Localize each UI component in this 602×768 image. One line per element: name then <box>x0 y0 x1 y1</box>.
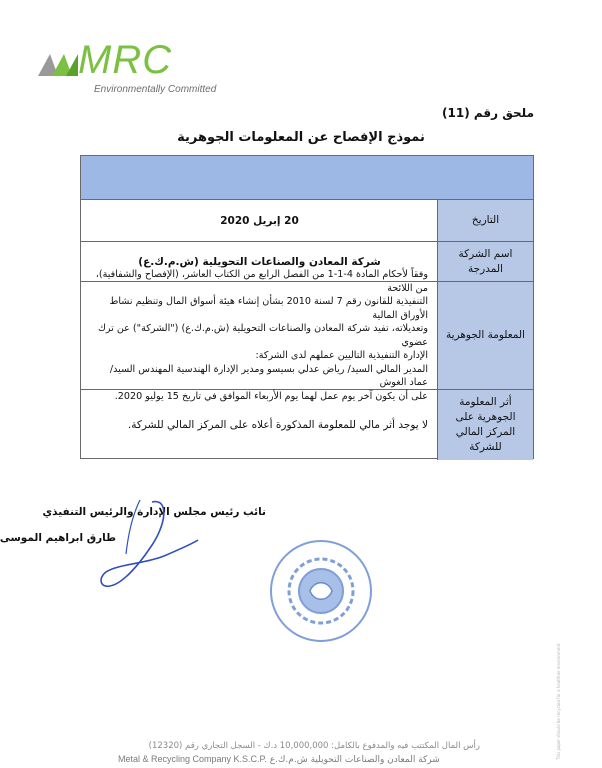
financial-effect-value: لا يوجد أثر مالي للمعلومة المذكورة أعلاه على المركز المالي للشركة. <box>127 419 428 431</box>
footer-company-name <box>118 754 478 765</box>
annex-label: ملحق رقم (11) <box>442 106 534 120</box>
logo-wordmark: MRC <box>78 38 173 82</box>
logo-tagline: Environmentally Committed <box>94 84 217 95</box>
footer-capital-info: رأس المال المكتتب فيه والمدفوع بالكامل: 10,000,000 د.ك - السجل التجاري رقم (12320) <box>148 741 480 751</box>
table-header-row <box>81 156 533 200</box>
info-line: المدير المالي السيد/ رياض عدلي بسيسو ومدير الإدارة الهندسية المهندس السيد/ عماد الغوش <box>109 363 428 388</box>
side-recycle-note: This paper should be recycled for a healthier environment <box>556 643 561 760</box>
material-info-label: المعلومة الجوهرية <box>437 282 533 389</box>
company-label: اسم الشركة المدرجة <box>437 242 533 281</box>
table-row-material-info <box>81 269 533 402</box>
info-line: وفقاً لأحكام المادة 4-1-1 من الفصل الرابع من الكتاب العاشر، (الإفصاح والشفافية)، من اللائحة <box>95 269 428 294</box>
date-label: التاريخ <box>437 200 533 241</box>
signer-title: نائب رئيس مجلس الإدارة والرئيس التنفيذي <box>42 506 266 518</box>
info-line: الإدارة التنفيذية التاليين عملهم لدى الشركة: <box>255 350 428 361</box>
table-row-date <box>81 200 533 242</box>
company-stamp-icon <box>266 536 376 646</box>
handwritten-signature <box>92 496 202 596</box>
form-title: نموذج الإفصاح عن المعلومات الجوهرية <box>177 130 425 145</box>
table-row-financial-effect <box>81 390 533 460</box>
financial-effect-label: أثر المعلومة الجوهرية على المركز المالي للشركة <box>437 390 533 460</box>
company-value: شركة المعادن والصناعات التحويلية (ش.م.ك.ع) <box>138 255 381 268</box>
material-info-value <box>81 269 438 402</box>
footer-company-en: Metal & Recycling Company K.S.C.P. <box>118 754 267 764</box>
disclosure-table <box>80 155 534 459</box>
info-line: التنفيذية للقانون رقم 7 لسنة 2010 بشأن إنشاء هيئة أسواق المال وتنظيم نشاط الأوراق المالية <box>109 296 428 321</box>
info-line: على أن يكون آخر يوم عمل لهما يوم الأربعاء الموافق في تاريخ 15 يوليو 2020. <box>114 390 428 402</box>
signer-name: طارق ابراهيم الموسى <box>0 532 116 544</box>
info-line: وتعديلاته، تفيد شركة المعادن والصناعات التحويلية (ش.م.ك.ع) ("الشركة") عن ترك عضوي <box>97 323 428 348</box>
date-value: 20 إبريل 2020 <box>220 214 299 227</box>
footer-company-ar: شركة المعادن والصناعات التحويلية ش.م.ك.ع <box>269 755 440 765</box>
